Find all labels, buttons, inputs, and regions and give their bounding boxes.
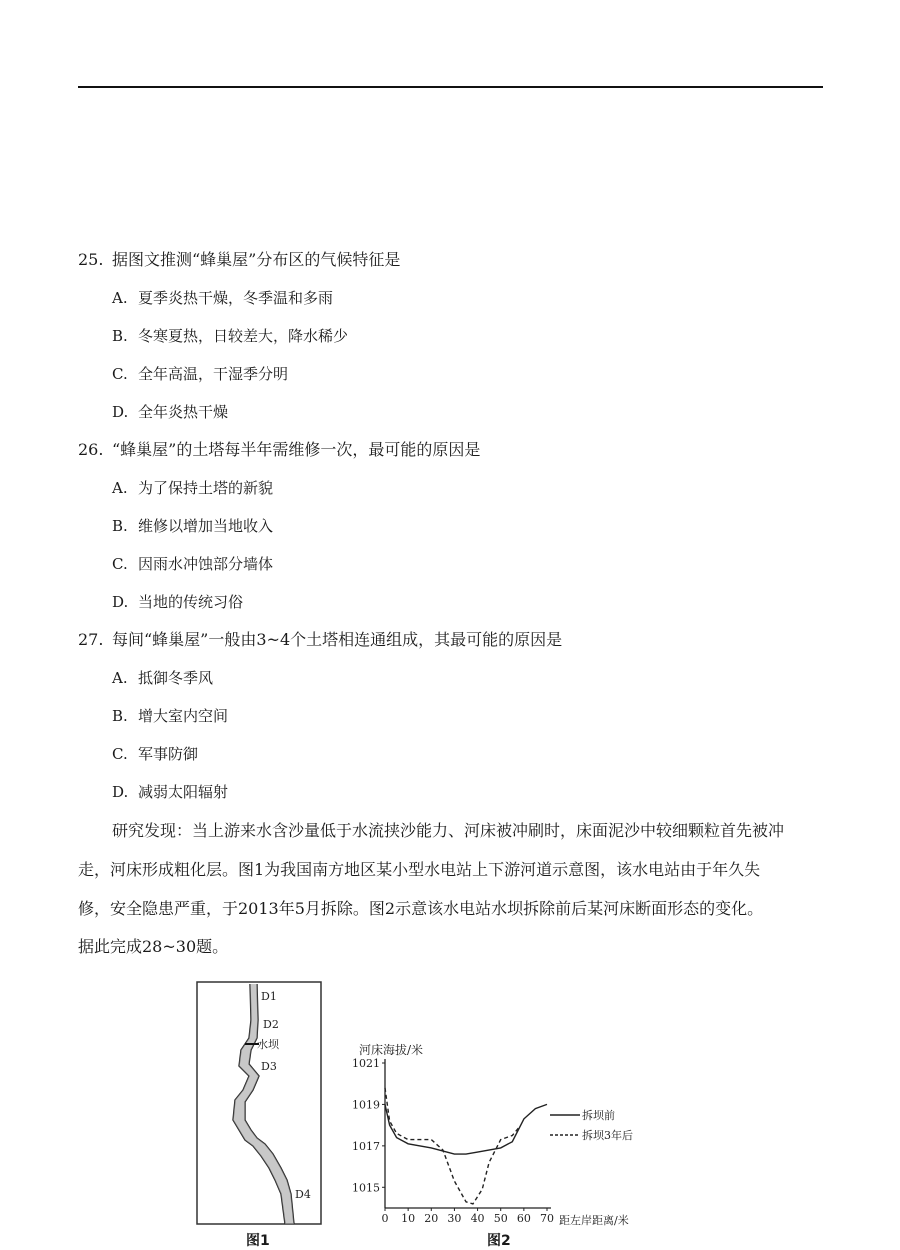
option-26-b[interactable]: B. 维修以增加当地收入 (112, 517, 274, 535)
x-tick-label: 70 (540, 1212, 554, 1225)
legend-label-1: 拆坝前 (582, 1109, 615, 1122)
y-tick-label: 1017 (352, 1139, 380, 1153)
series-line-2 (385, 1088, 519, 1204)
river-map-svg (195, 980, 325, 1230)
header-rule (78, 86, 823, 88)
question-text: “蜂巢屋”的土塔每半年需维修一次，最可能的原因是 (112, 440, 481, 459)
label-dam: 水坝 (257, 1038, 279, 1051)
question-text: 据图文推测“蜂巢屋”分布区的气候特征是 (112, 250, 401, 269)
x-tick-label: 60 (516, 1212, 531, 1225)
question-27 (78, 630, 562, 650)
x-axis-label: 距左岸距离/米 (559, 1214, 629, 1227)
option-27-c[interactable]: C. 军事防御 (112, 745, 199, 763)
y-tick-label: 1021 (352, 1057, 380, 1070)
passage-line: 研究发现：当上游来水含沙量低于水流挟沙能力、河床被冲刷时，床面泥沙中较细颗粒首先被冲 (112, 821, 785, 840)
option-27-d[interactable]: D. 减弱太阳辐射 (112, 783, 229, 801)
figure-2-caption: 图2 (487, 1233, 511, 1249)
x-tick-label: 20 (424, 1212, 439, 1225)
x-tick-label: 50 (493, 1212, 508, 1225)
question-25 (78, 250, 400, 270)
passage-line: 修，安全隐患严重，于2013年5月拆除。图2示意该水电站水坝拆除前后某河床断面形态的变化。 (78, 899, 764, 918)
y-axis-label: 河床海拔/米 (359, 1043, 424, 1057)
option-25-d[interactable]: D. 全年炎热干燥 (112, 403, 229, 421)
option-26-a[interactable]: A. 为了保持土塔的新貌 (112, 479, 274, 497)
option-26-d[interactable]: D. 当地的传统习俗 (112, 593, 244, 611)
question-number: 27. (78, 630, 104, 649)
x-tick-label: 30 (447, 1212, 462, 1225)
option-27-a[interactable]: A. 抵御冬季风 (112, 669, 214, 687)
question-number: 25. (78, 250, 104, 269)
series-line-1 (385, 1104, 547, 1154)
label-d3: D3 (261, 1060, 277, 1073)
option-25-c[interactable]: C. 全年高温，干湿季分明 (112, 365, 289, 383)
option-27-b[interactable]: B. 增大室内空间 (112, 707, 229, 725)
option-25-b[interactable]: B. 冬寒夏热，日较差大，降水稀少 (112, 327, 349, 345)
question-number: 26. (78, 440, 104, 459)
figure-2-chart (345, 1038, 655, 1230)
figure-1-caption: 图1 (246, 1233, 270, 1249)
label-d4: D4 (295, 1188, 311, 1201)
option-25-a[interactable]: A. 夏季炎热干燥，冬季温和多雨 (112, 289, 334, 307)
label-d1: D1 (261, 990, 277, 1003)
figure-1-river-map (195, 980, 325, 1230)
x-tick-label: 40 (470, 1212, 485, 1225)
y-tick-label: 1015 (352, 1181, 380, 1195)
y-tick-label: 1019 (352, 1098, 380, 1112)
question-26 (78, 440, 480, 460)
passage-line: 走，河床形成粗化层。图1为我国南方地区某小型水电站上下游河道示意图，该水电站由于年久失 (78, 860, 761, 879)
label-d2: D2 (263, 1018, 279, 1031)
x-tick-label: 10 (401, 1212, 416, 1225)
passage-line: 据此完成28~30题。 (78, 937, 229, 956)
option-26-c[interactable]: C. 因雨水冲蚀部分墙体 (112, 555, 274, 573)
x-tick-label: 0 (381, 1212, 389, 1225)
question-text: 每间“蜂巢屋”一般由3~4个土塔相连通组成，其最可能的原因是 (112, 630, 563, 649)
legend-label-2: 拆坝3年后 (582, 1129, 633, 1142)
cross-section-chart (345, 1038, 655, 1230)
